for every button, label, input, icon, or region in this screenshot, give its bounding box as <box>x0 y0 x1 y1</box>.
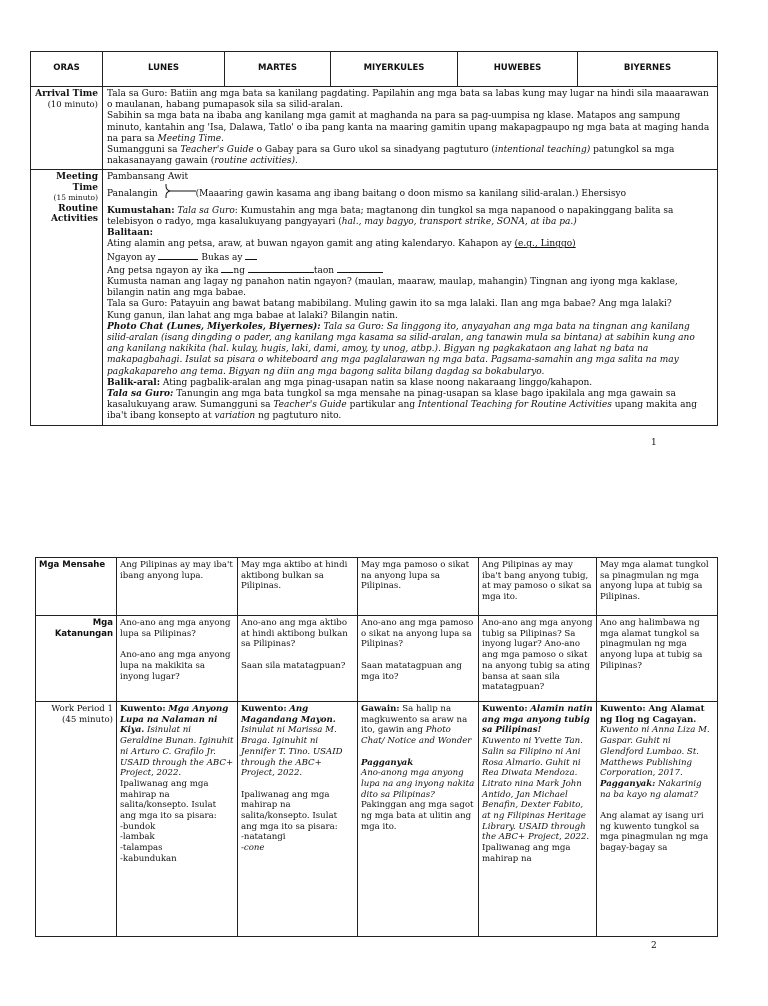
katanungan-2a: Ano-ano ang mga aktibo at hindi aktibong bulkan sa Pilipinas? <box>241 618 348 650</box>
katanungan-label: Mga Katanungan <box>36 616 117 702</box>
work-1-credits: Isinulat ni Geraldine Bunan. Iginuhit ni Arturo C. Grafilo Jr. USAID through the ABC+ Project, 2022. <box>120 725 234 779</box>
work-3-pagganyak: Pagganyak <box>361 757 414 768</box>
work-cell-3 <box>358 702 479 937</box>
arrival-label: Arrival Time <box>35 89 98 99</box>
brace-icon <box>158 184 196 200</box>
work-1-instructions: Ipaliwanag ang mga mahirap na salita/konsepto. Isulat ang mga ito sa pisara: <box>120 778 217 822</box>
vocab-item: -bundok <box>120 821 156 832</box>
meeting-duration: (15 minuto) <box>53 193 98 203</box>
arrival-line-3b: o Gabay para sa Guro ukol sa sinadyang pagtuturo ( <box>253 145 495 156</box>
anthem-line: Pambansang Awit <box>107 172 189 183</box>
tala-text-1: Tanungin ang mga bata tungkol sa mga mensahe na pinag-usapan sa klase bago ipakilala ang mga gawain sa kasalukuyang araw. Sumangguni sa <box>107 389 676 411</box>
arrival-intentional: intentional teaching) <box>494 145 591 156</box>
tala-heading: Tala sa Guro: <box>107 389 174 400</box>
katanungan-3b: Saan matatagpuan ang mga ito? <box>361 660 462 682</box>
photo-chat-text: Tala sa Guro: Sa linggong ito, anyayahan ang mga bata na tingnan ang kanilang silid-aralan (isang dingding o pader, ang kanilang mga kasama sa silid-aralan, ang tanawin mula sa bintana) at sabihin kung ano ang kanilang nakikita (hal. kulay, hugis, laki, dami, amoy, ty unog, atbp.). Bigyan ng pagkakataon ang lahat ng bata na makapagbahagi. Isulat sa pisara o whiteboard ang mga paglalarawan ng mga bata. Pagsama-samahin ang mga salita na may pagkakapareho ang tema. Bigyan ng diin ang mga bagong salita bilang dagdag sa bokabularyo. <box>107 321 695 377</box>
mensahe-cell-3: May mga pamoso o sikat na anyong lupa sa Pilipinas. <box>358 558 479 616</box>
vocab-item: -cone <box>241 843 265 854</box>
balik-aral-text: Ating pagbalik-aralan ang mga pinag-usapan natin sa klase noong nakaraang linggo/kahapon. <box>160 377 593 388</box>
work-period-row <box>36 702 718 937</box>
blank-ngayon[interactable] <box>158 251 198 260</box>
tala-teachers-guide: Teacher's Guide <box>273 400 347 411</box>
work-duration: (45 minuto) <box>62 714 113 725</box>
vocab-item: -natatangi <box>241 832 286 843</box>
blank-buwan[interactable] <box>248 264 314 273</box>
balitaan-ng: ng <box>233 265 248 276</box>
balitaan-ngayon: Ngayon ay <box>107 252 159 263</box>
work-label-cell <box>36 702 117 937</box>
schedule-table-page-2 <box>35 557 718 937</box>
work-3-text: Sa halip na magkuwento sa araw na ito, gawin ang <box>361 704 468 736</box>
kumustahan-tala: Tala sa Guro <box>177 205 235 216</box>
blank-ika[interactable] <box>221 264 233 273</box>
work-2-credits: Isinulat ni Marissa M. Braga. Iginuhit ni Jennifer T. Tino. USAID through the ABC+ Project, 2022. <box>241 725 343 779</box>
prayer-line: Panalangin <box>107 188 158 199</box>
balik-aral-heading: Balik-aral: <box>107 377 161 388</box>
arrival-line-3c: patungkol sa mga nakasanayang gawain ( <box>107 145 675 167</box>
header-huwebes: HUWEBES <box>458 52 578 87</box>
katanungan-row <box>36 616 718 702</box>
balitaan-line-6: Kung ganun, ilan lahat ang mga babae at lalaki? Bilangin natin. <box>107 310 398 321</box>
work-4-instructions: Ipaliwanag ang mga mahirap na <box>482 843 571 864</box>
meeting-sub: Routine Activities <box>50 203 98 225</box>
katanungan-1a: Ano-ano ang mga anyong lupa sa Pilipinas? <box>120 618 231 639</box>
work-4-heading: Kuwento: <box>482 704 528 714</box>
work-cell-5 <box>597 702 718 937</box>
arrival-teachers-guide: Teacher's Guide <box>180 145 254 156</box>
work-5-credits: Kuwento ni Anna Liza M. Gaspar. Guhit ni Glendford Lumbao. St. Matthews Publishing Corporation, 2017. <box>600 725 710 779</box>
katanungan-cell-4: Ano-ano ang mga anyong tubig sa Pilipinas? Sa inyong lugar? Ano-ano ang mga pamoso o sikat na anyong tubig sa ating bansa at saan sila matatagpuan? <box>479 616 597 702</box>
work-label: Work Period 1 <box>51 704 113 714</box>
work-2-instructions: Ipaliwanag ang mga mahirap na salita/konsepto. Isulat ang mga ito sa pisara: <box>241 789 338 832</box>
balitaan-example: (e.g., Linggo) <box>514 239 576 250</box>
arrival-duration: (10 minuto) <box>47 99 98 110</box>
mensahe-cell-1: Ang Pilipinas ay may iba't ibang anyong lupa. <box>117 558 238 616</box>
balitaan-petsa: Ang petsa ngayon ay ika <box>107 265 222 276</box>
work-3-heading: Gawain: <box>361 704 400 714</box>
katanungan-cell-2 <box>238 616 358 702</box>
meeting-label-cell <box>31 170 103 425</box>
work-cell-1 <box>117 702 238 937</box>
work-3-instructions: Pakinggan ang mga sagot ng mga bata at ulitin ang mga ito. <box>361 800 474 832</box>
kumustahan-heading: Kumustahan: <box>107 205 175 216</box>
balitaan-line-4: Kumusta naman ang lagay ng panahon natin ngayon? (maulan, maaraw, maulap, mahangin) Tingnan ang iyong mga kaklase, bilangin natin ang mga babae. <box>107 277 678 299</box>
header-lunes: LUNES <box>103 52 225 87</box>
balitaan-line-5: Tala sa Guro: Patayuin ang bawat batang mabibilang. Muling gawin ito sa mga lalaki. Ilan ang mga babae? Ang mga lalaki? <box>107 299 672 310</box>
work-cell-4 <box>479 702 597 937</box>
arrival-line-3a: Sumangguni sa <box>107 145 181 156</box>
work-5-heading: Kuwento: Ang Alamat ng Ilog ng Cagayan. <box>600 704 705 725</box>
vocab-item: -lambak <box>120 832 155 843</box>
work-3-activity: Photo Chat/ Notice and Wonder <box>361 725 472 747</box>
balitaan-line-1: Ating alamin ang petsa, araw, at buwan ngayon gamit ang ating kalendaryo. Kahapon ay <box>107 239 515 250</box>
photo-chat-heading: Photo Chat (Lunes, Miyerkoles, Biyernes): <box>107 321 321 332</box>
work-4-title: Alamin natin ang mga anyong tubig sa Pilipinas! <box>482 704 593 736</box>
tala-text-3: upang makita ang iba't ibang konsepto at <box>107 400 698 422</box>
blank-taon[interactable] <box>337 264 383 273</box>
katanungan-3a: Ano-ano ang mga pamoso o sikat na anyong lupa sa Pilipinas? <box>361 618 474 650</box>
work-1-title: Mga Anyong Lupa na Nalaman ni Kiya. <box>120 704 229 736</box>
mensahe-cell-5: May mga alamat tungkol sa pinagmulan ng mga anyong lupa at tubig sa Pilipinas. <box>597 558 718 616</box>
vocab-item: -kabundukan <box>120 853 177 864</box>
katanungan-1b: Ano-ano ang mga anyong lupa na makikita sa inyong lugar? <box>120 650 231 682</box>
katanungan-cell-5: Ano ang halimbawa ng mga alamat tungkol sa pinagmulan ng mga anyong lupa at tubig sa Pilipinas? <box>597 616 718 702</box>
mensahe-cell-4: Ang Pilipinas ay may iba't bang anyong tubig, at may pamoso o sikat sa mga ito. <box>479 558 597 616</box>
arrival-content <box>103 87 718 170</box>
arrival-label-cell <box>31 87 103 170</box>
arrival-routine: routine activities). <box>214 156 298 167</box>
mensahe-cell-2: May mga aktibo at hindi aktibong bulkan sa Pilipinas. <box>238 558 358 616</box>
kumustahan-text: : Kumustahin ang mga bata; magtanong din tungkol sa mga napanood o napakinggang balita sa telebisyon o radyo, mga kasalukuyang pangyayari ( <box>107 205 674 228</box>
work-5-text: Ang alamat ay isang uri ng kuwento tungkol sa mga pinagmulan ng mga bagay-bagay sa <box>600 811 709 854</box>
work-2-heading: Kuwento: <box>241 704 287 714</box>
mensahe-row <box>36 558 718 616</box>
vocab-item: -talampas <box>120 843 163 854</box>
arrival-line-2: Sabihin sa mga bata na ibaba ang kanilang mga gamit at maghanda na para sa pag-uumpisa ng klase. Matapos ang sampung minuto, kantahin ang 'Isa, Dalawa, Tatlo' o iba pang kanta na maaring gamitin upang makapagpaupo ng mga bata at maging handa na para sa <box>107 111 710 144</box>
arrival-row <box>31 87 718 170</box>
work-cell-2 <box>238 702 358 937</box>
kumustahan-examples: hal., may bagyo, transport strike, SONA, at iba pa.) <box>341 217 577 228</box>
header-martes: MARTES <box>225 52 331 87</box>
header-biyernes: BIYERNES <box>578 52 718 87</box>
header-oras: ORAS <box>31 52 103 87</box>
work-1-heading: Kuwento: <box>120 704 166 714</box>
work-3-question: Ano-anong mga anyong lupa na ang inyong nakita dito sa Pilipinas? <box>361 768 475 800</box>
meeting-label: Meeting Time <box>56 172 98 193</box>
meeting-row <box>31 170 718 425</box>
balitaan-bukas: Bukas ay <box>198 252 246 263</box>
meeting-content <box>103 170 718 425</box>
katanungan-2b: Saan sila matatagpuan? <box>241 660 346 671</box>
blank-bukas[interactable] <box>245 251 257 260</box>
tala-intentional: Intentional Teaching for Routine Activities <box>417 400 612 411</box>
katanungan-cell-1 <box>117 616 238 702</box>
mensahe-label: Mga Mensahe <box>36 558 117 616</box>
work-2-title: Ang Magandang Mayon. <box>241 704 336 725</box>
tala-text-2: partikular ang <box>346 400 418 411</box>
header-miyerkules: MIYERKULES <box>331 52 458 87</box>
katanungan-cell-3 <box>358 616 479 702</box>
arrival-meeting-time: Meeting Time. <box>157 133 224 144</box>
work-5-pagganyak: Pagganyak: <box>600 778 656 789</box>
prayer-note: (Maaaring gawin kasama ang ibang baitang o doon mismo sa kanilang silid-aralan.) Ehersisyo <box>195 188 626 199</box>
work-4-credits: Kuwento ni Yvette Tan. Salin sa Filipino ni Ani Rosa Almario. Guhit ni Rea Diwata Mendoza. Litrato nina Mark John Antido, Jan Michael Benafin, Dexter Fabito, at ng Filipinas Heritage Library. USAID through the ABC+ Project, 2022. <box>482 736 590 843</box>
balitaan-taon: taon <box>313 265 337 276</box>
arrival-line-1: Tala sa Guro: Batiin ang mga bata sa kanilang pagdating. Papilahin ang mga bata sa labas kung may lugar na hindi sila maaarawan o maulanan, habang pumapasok sila sa silid-aralan. <box>107 89 709 111</box>
tala-text-4: ng pagtuturo nito. <box>255 411 342 422</box>
header-row <box>31 52 718 87</box>
schedule-table-page-1 <box>30 51 718 426</box>
work-5-question: Nakarinig na ba kayo ng alamat? <box>600 778 702 800</box>
balitaan-heading: Balitaan: <box>107 228 153 239</box>
page-number-2: 2 <box>651 941 657 951</box>
page-number-1: 1 <box>651 438 657 448</box>
tala-variation: variation <box>214 411 256 422</box>
